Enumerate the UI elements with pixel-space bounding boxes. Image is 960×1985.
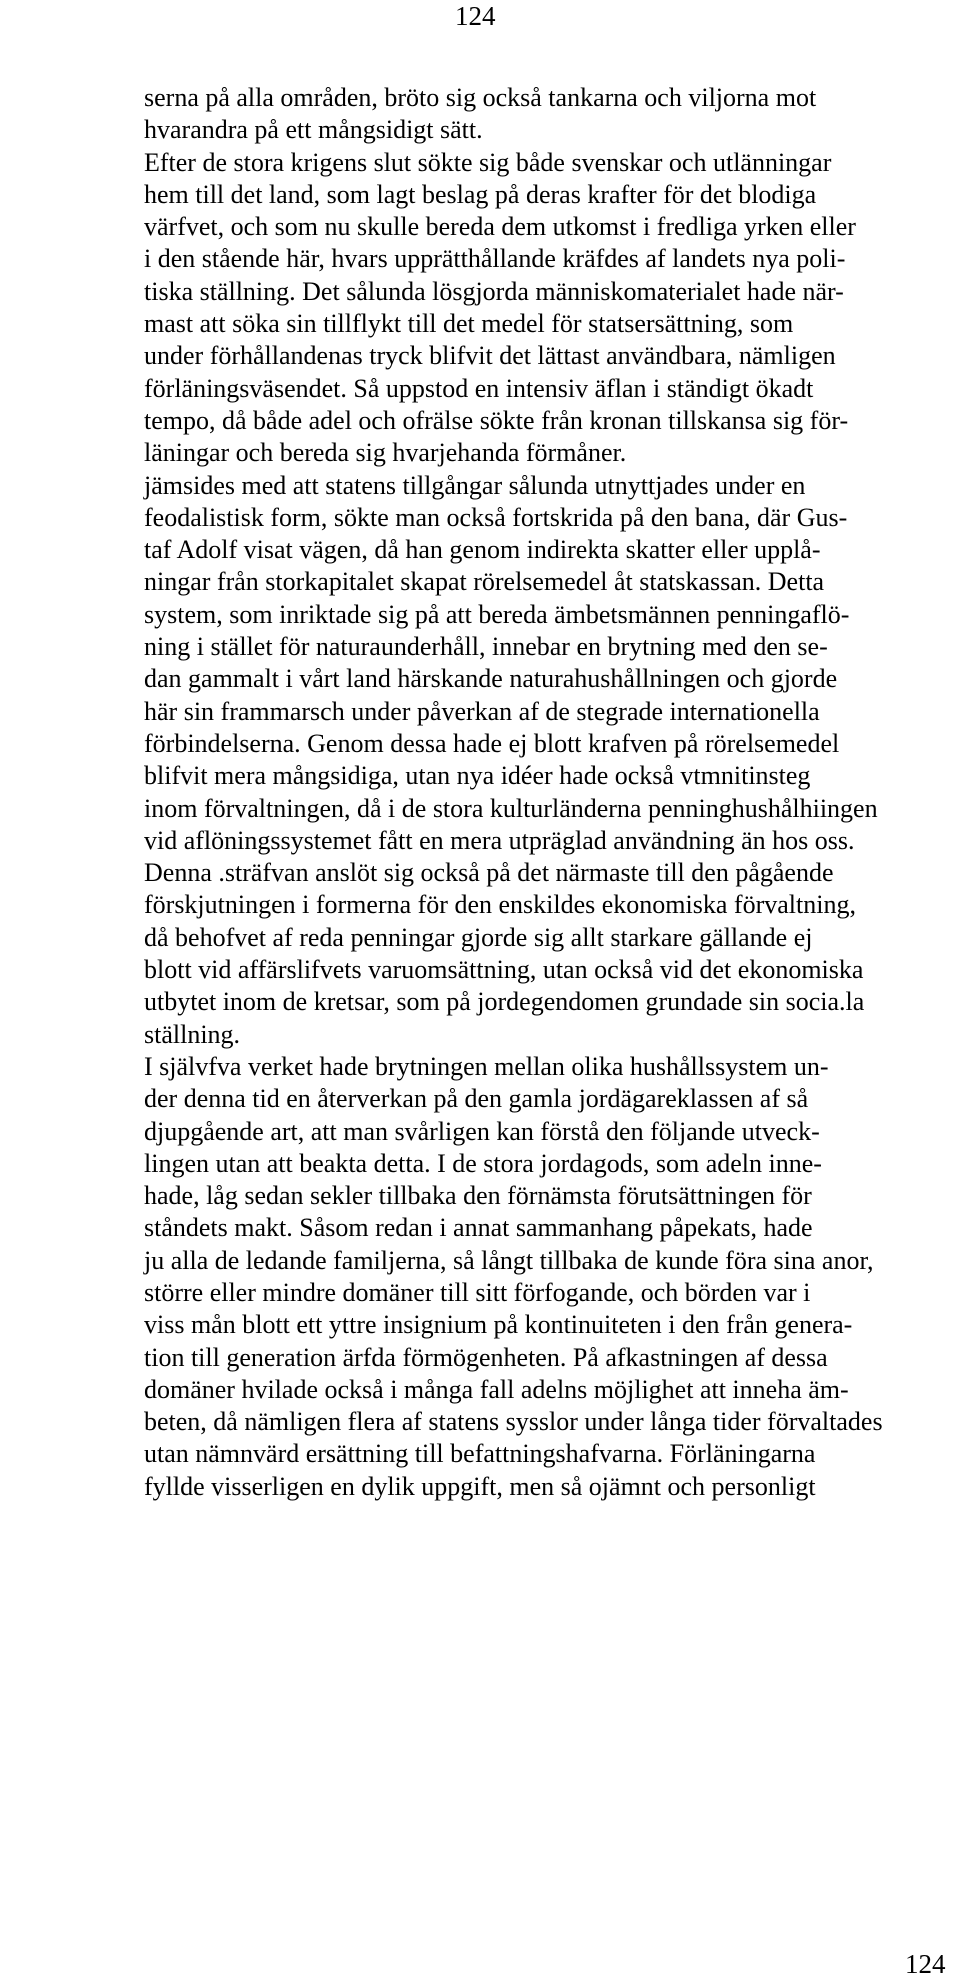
text-line: ju alla de ledande familjerna, så långt tillbaka de kunde föra sina anor,: [144, 1245, 874, 1275]
text-line: värfvet, och som nu skulle bereda dem utkomst i fredliga yrken eller: [144, 212, 856, 242]
text-line: under förhållandenas tryck blifvit det lättast användbara, nämligen: [144, 341, 836, 371]
text-line: I självfva verket hade brytningen mellan olika hushållssystem un-: [144, 1051, 829, 1081]
text-line: tion till generation ärfda förmögenheten. På afkastningen af dessa: [144, 1342, 828, 1372]
text-line: hvarandra på ett mångsidigt sätt.: [144, 115, 483, 145]
text-line: inom förvaltningen, då i de stora kulturländerna penninghushålhiingen: [144, 793, 878, 823]
text-line: viss mån blott ett yttre insignium på kontinuiteten i den från genera-: [144, 1310, 853, 1340]
page-number-top: 124: [455, 1, 496, 31]
text-line: system, som inriktade sig på att bereda ämbetsmännen penningaflö-: [144, 599, 850, 629]
text-line: ning i stället för naturaunderhåll, innebar en brytning med den se-: [144, 632, 828, 662]
text-line: då behofvet af reda penningar gjorde sig allt starkare gällande ej: [144, 922, 813, 952]
text-line: tiska ställning. Det sålunda lösgjorda människomaterialet hade när-: [144, 276, 844, 306]
text-line: Denna .sträfvan anslöt sig också på det närmaste till den pågående: [144, 858, 834, 888]
body-text: [144, 82, 904, 1503]
text-line: vid aflöningssystemet fått en mera utpräglad användning än hos oss.: [144, 825, 855, 855]
text-line: hade, låg sedan sekler tillbaka den förnämsta förutsättningen för: [144, 1181, 812, 1211]
text-line: blott vid affärslifvets varuomsättning, utan också vid det ekonomiska: [144, 955, 864, 985]
text-line: feodalistisk form, sökte man också fortskrida på den bana, där Gus-: [144, 502, 848, 532]
text-line: djupgående art, att man svårligen kan förstå den följande utveck-: [144, 1116, 820, 1146]
text-line: lingen utan att beakta detta. I de stora jordagods, som adeln inne-: [144, 1148, 822, 1178]
text-line: fyllde visserligen en dylik uppgift, men så ojämnt och personligt: [144, 1471, 816, 1501]
text-line: domäner hvilade också i många fall adelns möjlighet att inneha äm-: [144, 1374, 849, 1404]
text-line: förbindelserna. Genom dessa hade ej blott krafven på rörelsemedel: [144, 728, 840, 758]
text-line: tempo, då både adel och ofrälse sökte från kronan tillskansa sig för-: [144, 405, 849, 435]
text-line: förläningsväsendet. Så uppstod en intensiv äflan i ständigt ökadt: [144, 373, 814, 403]
text-line: dan gammalt i vårt land härskande naturahushållningen och gjorde: [144, 664, 838, 694]
text-line: Efter de stora krigens slut sökte sig både svenskar och utlänningar: [144, 147, 832, 177]
text-line: beten, då nämligen flera af statens sysslor under långa tider förvaltades: [144, 1407, 883, 1437]
text-line: taf Adolf visat vägen, då han genom indirekta skatter eller upplå-: [144, 535, 821, 565]
text-line: utbytet inom de kretsar, som på jordegendomen grundade sin socia.la: [144, 987, 865, 1017]
text-line: i den stående här, hvars upprätthållande kräfdes af landets nya poli-: [144, 244, 846, 274]
text-line: läningar och bereda sig hvarjehanda förmåner.: [144, 438, 627, 468]
text-line: serna på alla områden, bröto sig också tankarna och viljorna mot: [144, 83, 817, 112]
text-line: här sin frammarsch under påverkan af de stegrade internationella: [144, 696, 820, 726]
text-line: ningar från storkapitalet skapat rörelsemedel åt statskassan. Detta: [144, 567, 825, 597]
text-line: hem till det land, som lagt beslag på deras krafter för det blodiga: [144, 179, 817, 209]
text-line: der denna tid en återverkan på den gamla jordägareklassen af så: [144, 1084, 809, 1114]
text-line: jämsides med att statens tillgångar sålunda utnyttjades under en: [144, 470, 806, 500]
text-line: mast att söka sin tillflykt till det medel för statsersättning, som: [144, 309, 794, 339]
text-line: förskjutningen i formerna för den enskildes ekonomiska förvaltning,: [144, 890, 856, 920]
page-number-bottom: 124: [905, 1949, 946, 1979]
text-line: ståndets makt. Såsom redan i annat sammanhang påpekats, hade: [144, 1213, 813, 1243]
text-line: blifvit mera mångsidiga, utan nya idéer hade också vtmnitinsteg: [144, 761, 811, 791]
text-line: större eller mindre domäner till sitt förfogande, och börden var i: [144, 1277, 811, 1307]
text-line: ställning.: [144, 1019, 241, 1049]
text-line: utan nämnvärd ersättning till befattningshafvarna. Förläningarna: [144, 1439, 816, 1469]
